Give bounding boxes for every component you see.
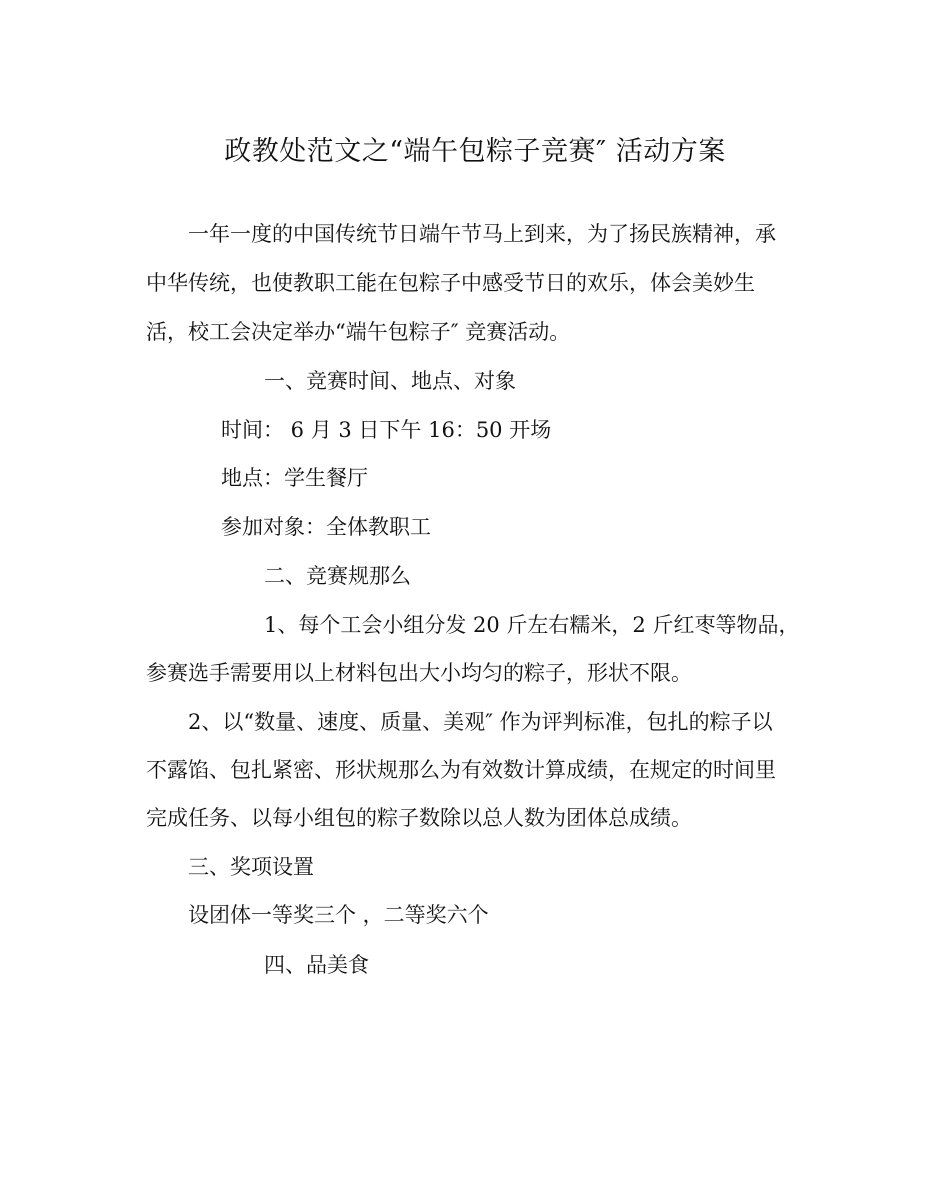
section3-heading: 三、奖项设置 <box>188 855 314 879</box>
document-title: 政教处范文之“端午包粽子竞赛″ 活动方案 <box>224 136 726 167</box>
rule2-line-1: 2、以“数量、速度、质量、美观″ 作为评判标准，包扎的粽子以 <box>188 710 773 734</box>
rule2-line-3: 完成任务、以每小组包的粽子数除以总人数为团体总成绩。 <box>146 806 692 830</box>
section1-heading: 一、竞赛时间、地点、对象 <box>264 369 516 393</box>
intro-line-3: 活，校工会决定举办“端午包粽子″ 竞赛活动。 <box>146 320 571 344</box>
section1-audience: 参加对象：全体教职工 <box>221 515 431 539</box>
section3-awards: 设团体一等奖三个 ，二等奖六个 <box>188 903 489 927</box>
rule1-line-1: 1、每个工会小组分发 20 斤左右糯米，2 斤红枣等物品， <box>264 613 800 637</box>
section1-place: 地点：学生餐厅 <box>221 466 368 490</box>
intro-line-1: 一年一度的中国传统节日端午节马上到来，为了扬民族精神，承 <box>188 222 776 246</box>
section2-heading: 二、竞赛规那么 <box>264 564 411 588</box>
intro-line-2: 中华传统，也使教职工能在包粽子中感受节日的欢乐，体会美妙生 <box>146 271 755 295</box>
section4-heading: 四、品美食 <box>264 953 369 977</box>
rule2-line-2: 不露馅、包扎紧密、形状规那么为有效数计算成绩，在规定的时间里 <box>146 758 776 782</box>
section1-time: 时间： 6 月 3 日下午 16：50 开场 <box>221 418 552 442</box>
rule1-line-2: 参赛选手需要用以上材料包出大小均匀的粽子，形状不限。 <box>146 661 692 685</box>
